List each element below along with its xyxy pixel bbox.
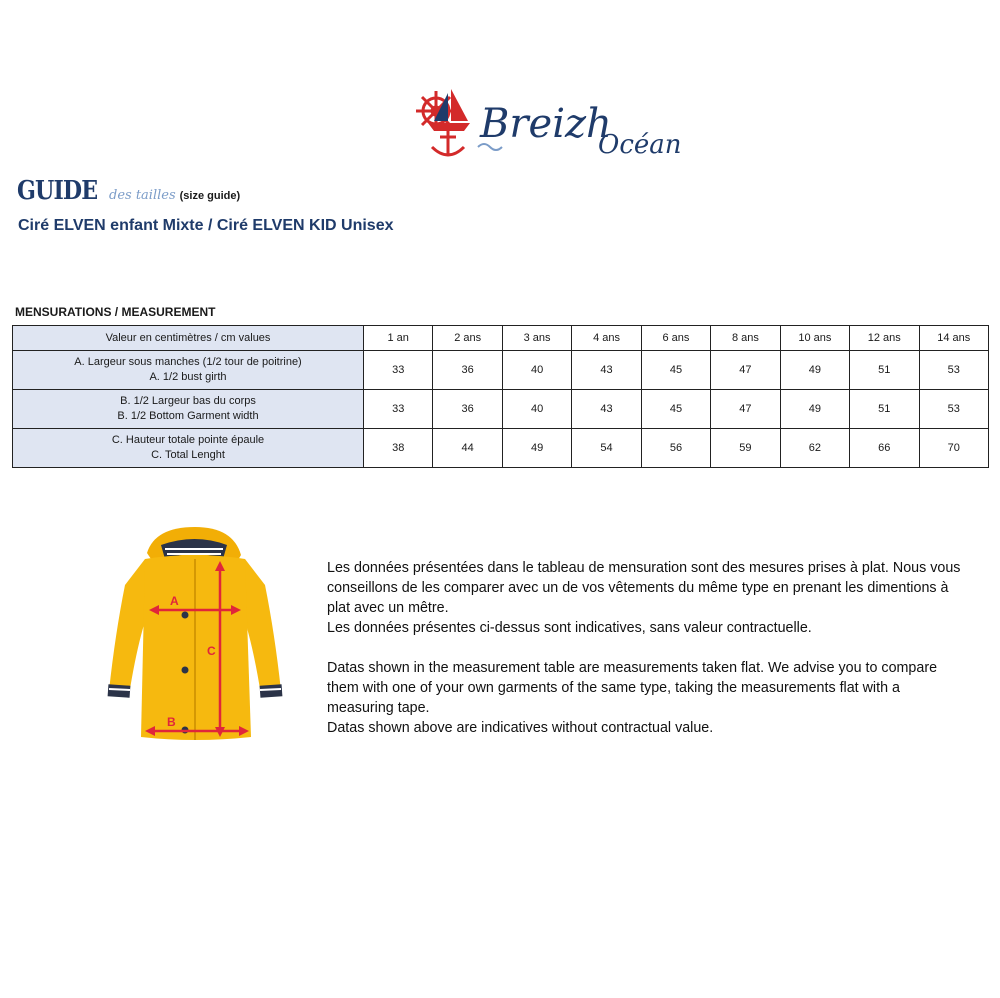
table-row [13,390,989,429]
guide-heading [17,176,240,206]
guide-word: GUIDE [17,176,98,206]
row-label [13,351,364,390]
table-cell: 36 [433,390,502,429]
table-header-row [13,326,989,351]
description-block [327,558,967,738]
size-header: 12 ans [850,326,919,351]
diagram-label-c: C [207,644,216,658]
row-label-fr: B. 1/2 Largeur bas du corps [120,395,256,407]
diagram-label-a: A [170,594,179,608]
table-cell: 59 [711,429,780,468]
row-label-fr: C. Hauteur totale pointe épaule [111,434,265,446]
table-cell: 40 [502,351,571,390]
table-cell: 70 [919,429,989,468]
left-sleeve [109,559,147,695]
section-title: MENSURATIONS / MEASUREMENT [15,305,216,319]
table-cell: 51 [850,351,919,390]
table-cell: 49 [502,429,571,468]
guide-english: (size guide) [179,190,241,202]
table-header-label: Valeur en centimètres / cm values [13,326,364,351]
size-header: 8 ans [711,326,780,351]
table-cell: 53 [919,390,989,429]
table-cell: 47 [711,351,780,390]
table-cell: 33 [364,390,433,429]
paragraph-gap [327,638,967,658]
diagram-label-b: B [167,715,176,729]
table-cell: 53 [919,351,989,390]
table-cell: 66 [850,429,919,468]
size-header: 3 ans [502,326,571,351]
row-label-en: B. 1/2 Bottom Garment width [117,410,259,422]
table-cell: 56 [641,429,710,468]
brand-name-second: Océan [598,130,682,160]
size-header: 14 ans [919,326,989,351]
size-header: 4 ans [572,326,641,351]
table-cell: 47 [711,390,780,429]
row-label [13,429,364,468]
brand-name-first: Breizh [480,101,612,147]
table-cell: 40 [502,390,571,429]
row-label-en: C. Total Lenght [151,449,225,461]
description-en-1: Datas shown in the measurement table are measurements taken flat. We advise you to compare them with one of your own garments of the same type, taking the measurements flat with a measuring tape. [327,660,938,716]
anchor-icon [432,131,464,155]
table-cell: 45 [641,390,710,429]
table-cell: 43 [572,351,641,390]
description-fr-2: Les données présentes ci-dessus sont indicatives, sans valeur contractuelle. [327,620,812,636]
table-cell: 54 [572,429,641,468]
description-en-2: Datas shown above are indicatives without contractual value. [327,720,714,736]
measurement-table [12,325,989,468]
table-cell: 49 [780,390,849,429]
size-header: 2 ans [433,326,502,351]
table-cell: 36 [433,351,502,390]
table-cell: 62 [780,429,849,468]
size-header: 1 an [364,326,433,351]
table-cell: 33 [364,351,433,390]
size-header: 6 ans [641,326,710,351]
table-cell: 38 [364,429,433,468]
row-label [13,390,364,429]
raincoat-diagram [105,525,285,750]
table-cell: 45 [641,351,710,390]
table-cell: 43 [572,390,641,429]
table-cell: 44 [433,429,502,468]
table-row [13,429,989,468]
coat-body [141,555,251,740]
row-label-en: A. 1/2 bust girth [149,371,227,383]
product-title: Ciré ELVEN enfant Mixte / Ciré ELVEN KID Unisex [18,217,394,234]
table-cell: 49 [780,351,849,390]
table-row [13,351,989,390]
description-fr-1: Les données présentées dans le tableau de mensuration sont des mesures prises à plat. Nous vous conseillons de les comparer avec un de vos vêtements du même type en prenant les dimentions à plat avec un mêtre. [327,560,961,616]
row-label-fr: A. Largeur sous manches (1/2 tour de poitrine) [74,356,302,368]
size-header: 10 ans [780,326,849,351]
brand-logo [408,85,698,165]
table-cell: 51 [850,390,919,429]
guide-subtitle: des tailles [109,188,176,203]
